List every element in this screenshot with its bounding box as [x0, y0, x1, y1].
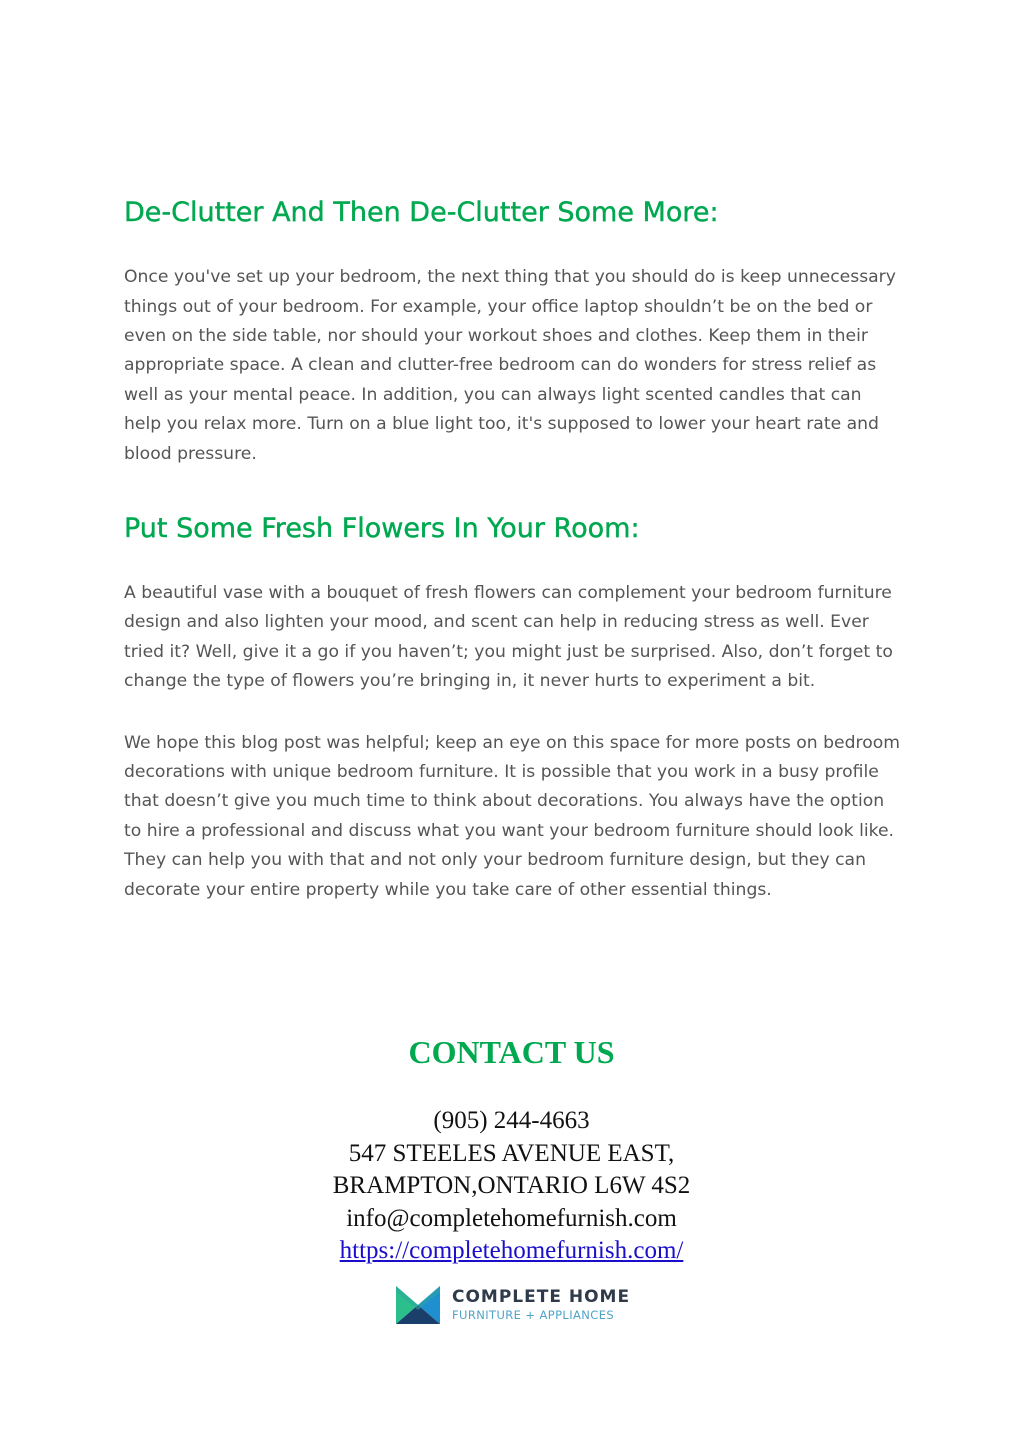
section-paragraph-declutter: Once you've set up your bedroom, the next thing that you should do is keep unnecessary things out of your bedroom. For example, your office laptop shouldn’t be on the bed or even on the side table, nor should your workout shoes and clothes. Keep them in their appropriate space. A clean and clutter-free bedroom can do wonders for stress relief as well as your mental peace. In addition, you can always light scented candles that can help you relax more. Turn on a blue light too, it's supposed to lower your heart rate and blood pressure.	[124, 267, 896, 464]
contact-address-line2: BRAMPTON,ONTARIO L6W 4S2	[332, 1172, 691, 1200]
section-heading-declutter: De-Clutter And Then De-Clutter Some More:	[124, 197, 719, 228]
logo-tagline: FURNITURE + APPLIANCES	[452, 1308, 615, 1322]
contact-block	[0, 1033, 1023, 1268]
contact-address-line1: 547 STEELES AVENUE EAST,	[348, 1139, 675, 1167]
section-heading-flowers: Put Some Fresh Flowers In Your Room:	[124, 512, 640, 544]
contact-email: info@completehomefurnish.com	[346, 1204, 677, 1232]
closing-paragraph: We hope this blog post was helpful; keep an eye on this space for more posts on bedroom decorations with unique bedroom furniture. It is possible that you work in a busy profile that doesn’t give you much time to think about decorations. You always have the option to hire a professional and discuss what you want your bedroom furniture should look like. They can help you with that and not only your bedroom furniture design, but they can decorate your entire property while you take care of other essential things.	[124, 732, 900, 900]
section-paragraph-flowers: A beautiful vase with a bouquet of fresh flowers can complement your bedroom furniture design and also lighten your mood, and scent can help in reducing stress as well. Ever tried it? Well, give it a go if you haven’t; you might just be surprised. Also, don’t forget to change the type of flowers you’re bringing in, it never hurts to experiment a bit.	[124, 583, 893, 692]
contact-title: CONTACT US	[408, 1034, 615, 1070]
company-logo	[396, 1286, 630, 1324]
article-content	[124, 195, 900, 905]
contact-phone: (905) 244-4663	[433, 1107, 590, 1135]
logo-mark-icon	[396, 1286, 440, 1324]
logo-text	[452, 1287, 630, 1323]
contact-website-link[interactable]: https://completehomefurnish.com/	[339, 1237, 684, 1265]
logo-name: COMPLETE HOME	[452, 1287, 631, 1307]
